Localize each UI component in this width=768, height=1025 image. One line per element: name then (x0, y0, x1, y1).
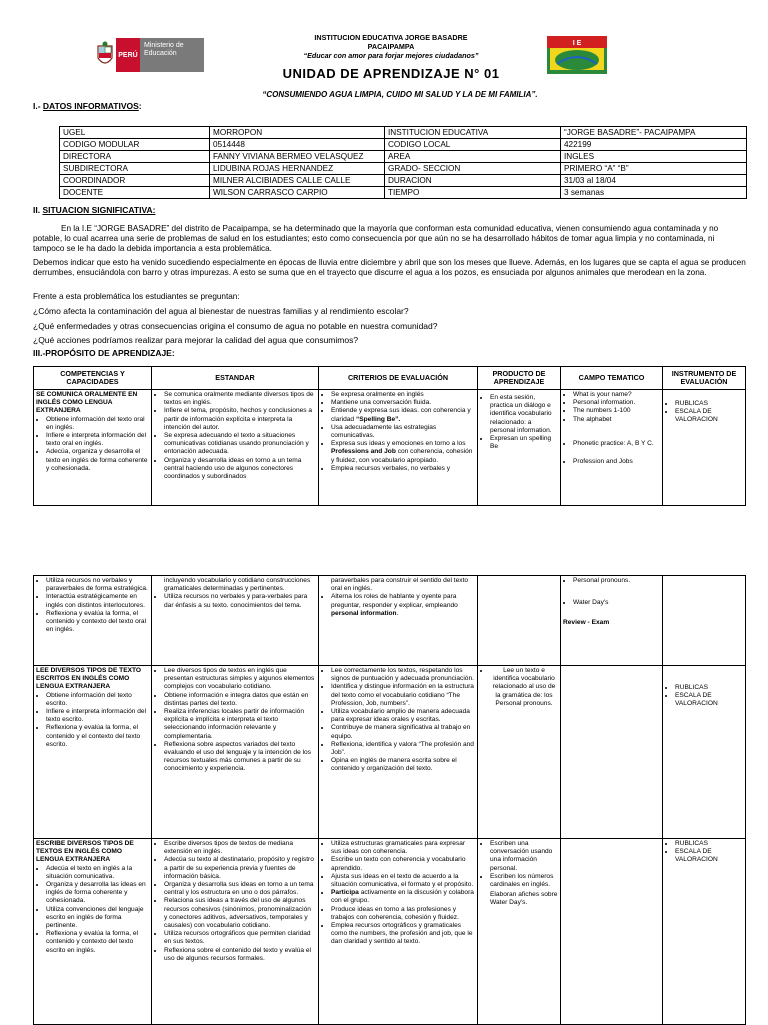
table-row (60, 187, 747, 199)
info-value: MILNER ALCIBIADES CALLE CALLE (210, 175, 385, 187)
info-value: “JORGE BASADRE”- PACAIPAMPA (561, 127, 747, 139)
instrument-list (665, 684, 743, 709)
list-item: • Reflexiona y evalúa la forma, el contenido y contexto del texto oral en inglés. (46, 610, 149, 635)
list-item: • Se expresa oralmente en inglés (331, 391, 475, 399)
info-value: 3 semanas (561, 187, 747, 199)
school-motto: “Educar con amor para forjar mejores ciudadanos” (303, 51, 479, 60)
instrument-list (665, 840, 743, 865)
list-item: • ESCALA DE VALORACION (675, 408, 743, 424)
list-item: • Utiliza vocabulario amplio de manera adecuada para expresar ideas orales y escritas. (331, 708, 475, 724)
header-instrumento: INSTRUMENTO DE EVALUACIÓN (663, 367, 746, 390)
competency-cell (34, 390, 152, 506)
criteria-cell (319, 839, 478, 1025)
list-item: • Personal information. (573, 399, 660, 407)
list-item: • Infiere e interpreta información del texto escrito. (46, 708, 149, 724)
school-name: INSTITUCION EDUCATIVA JORGE BASADRE (314, 33, 468, 42)
list-item: • Escriben los números cardinales en inglés. (490, 873, 558, 889)
list-item: • Reflexiona sobre aspectos variados del texto evaluando el uso del lenguaje y la intención de los recursos textuales más comunes a partir de su conocimiento y experiencia. (164, 741, 316, 774)
table-row (60, 139, 747, 151)
list-item: • Reflexiona y evalúa la forma, el contenido y el contexto del texto escrito. (46, 724, 149, 749)
competency-cell (34, 576, 152, 666)
table-row (60, 175, 747, 187)
info-label: DOCENTE (60, 187, 210, 199)
criteria-cell (319, 390, 478, 506)
list-item: • Interactúa estratégicamente en inglés con distintos interlocutores. (46, 593, 149, 609)
list-item: • Phonetic practice: A, B Y C. (573, 440, 660, 448)
list-item: • Escriben una conversación usando una información personal. (490, 840, 558, 873)
list-item: • Expresa sus ideas y emociones en torno a los Professions and Job con coherencia, cohesión y fluidez, con vocabulario apropiado. (331, 440, 475, 465)
list-item: • ESCALA DE VALORACION (675, 848, 743, 864)
list-item: • Adecúa el texto en inglés a la situación comunicativa. (46, 865, 149, 881)
info-label: DURACION (385, 175, 561, 187)
criteria-list (321, 593, 475, 618)
list-item: • Participa activamente en la discusión y colabora con el grupo. (331, 889, 475, 905)
standard-list (154, 840, 316, 963)
list-item: • RUBLICAS (675, 840, 743, 848)
section-situacion: II. SITUACION SIGNIFICATIVA: (33, 205, 156, 215)
competency-cell (34, 839, 152, 1025)
list-item: • Relaciona sus ideas a través del uso de algunos recursos cohesivos (sinónimos, pronominalización y conectores aditivos, adversativos, temporales y causales) con vocabulario cotidiano. (164, 897, 316, 930)
table-row (34, 666, 746, 839)
topic-list-phonetic (563, 440, 660, 448)
info-value: 422199 (561, 139, 747, 151)
list-item: • Usa adecuadamente las estrategias comunicativas. (331, 424, 475, 440)
capacity-list (36, 577, 149, 634)
flag-letters: I E (572, 40, 582, 47)
product-list (480, 394, 558, 451)
list-item: • Obtiene información del texto oral en inglés. (46, 416, 149, 432)
instrument-cell (663, 839, 746, 1025)
school-location: PACAIPAMPA (367, 42, 415, 51)
topic-list (563, 577, 660, 607)
list-item: • Utiliza recursos no verbales y para-verbales para dar énfasis a su texto. conocimientos del tema. (164, 593, 316, 609)
criteria-continued: paraverbales para construir el sentido del texto oral en inglés. (331, 577, 469, 593)
instrument-cell (663, 576, 746, 666)
topic-list (563, 391, 660, 424)
table-row (34, 576, 746, 666)
list-item: • Obtiene información e integra datos que están en distintas partes del texto. (164, 692, 316, 708)
coat-of-arms-icon (96, 40, 114, 70)
instrument-list (665, 400, 743, 425)
list-item: • Escribe diversos tipos de textos de mediana extensión en inglés. (164, 840, 316, 856)
review-exam-label: Review - Exam (563, 619, 610, 627)
situation-paragraph-2: Debemos indicar que esto ha venido sucediendo especialmente en épocas de lluvia entre diciembre y abril que son los meses que llueve. Además, en los lugares que se capta el agua se producen derrumbes, ensuciándola con barro y otras impurezas. A esto se suma que en el trayecto que discurre el agua a los pozos, es ensuciada por algunos animales que merodean en la zona. (33, 258, 746, 277)
list-item: • Infiere el tema, propósito, hechos y conclusiones a partir de información explícita e interpreta la intención del autor. (164, 407, 316, 432)
list-item: • Adecúa, organiza y desarrolla el texto en inglés de forma coherente y cohesionada. (46, 448, 149, 473)
info-value: LIDUBINA ROJAS HERNANDEZ (210, 163, 385, 175)
info-label: COORDINADOR (60, 175, 210, 187)
header-producto: PRODUCTO DE APRENDIZAJE (478, 367, 561, 390)
list-item: • Reflexiona, identifica y valora “The profesión and Job”. (331, 741, 475, 757)
list-item: • RUBLICAS (675, 684, 743, 692)
header-campo: CAMPO TEMATICO (561, 367, 663, 390)
list-item: • Profession and Jobs (573, 458, 660, 466)
header-estandar: ESTANDAR (152, 367, 319, 390)
list-item: • Emplea recursos verbales, no verbales y (331, 465, 475, 473)
section-proposito: III.-PROPÓSITO DE APRENDIZAJE: (33, 348, 175, 358)
topic-cell (561, 576, 663, 666)
topic-cell (561, 666, 663, 839)
info-value: 31/03 al 18/04 (561, 175, 747, 187)
list-item: • En esta sesión, practica un diálogo e identifica vocabulario relacionado: a personal information. (490, 394, 558, 435)
standard-continued: incluyendo vocabulario y cotidiano construcciones gramaticales determinadas y pertinentes. (164, 577, 311, 593)
header-criterios: CRITERIOS DE EVALUACIÓN (319, 367, 478, 390)
list-item: • ESCALA DE VALORACION (675, 692, 743, 708)
unit-subtitle: “CONSUMIENDO AGUA LIMPIA, CUIDO MI SALUD Y LA DE MI FAMILIA”. (262, 90, 538, 99)
standard-list (154, 593, 316, 609)
list-item: • Identifica y distingue información en la estructura del texto como el vocabulario cotidiano “The Profession, Job, numbers”. (331, 683, 475, 708)
list-item: • The numbers 1-100 (573, 407, 660, 415)
product-cell (478, 666, 561, 839)
info-label: SUBDIRECTORA (60, 163, 210, 175)
list-item: • Organiza y desarrolla las ideas en inglés de forma coherente y cohesionada. (46, 881, 149, 906)
topic-cell (561, 390, 663, 506)
school-flag-icon (547, 36, 607, 74)
list-item: • Lee diversos tipos de textos en inglés que presentan estructuras simples y algunos elementos complejos con vocabulario cotidiano. (164, 667, 316, 692)
ministry-logo (96, 38, 206, 72)
list-item: • Utiliza recursos no verbales y paraverbales de forma estratégica. (46, 577, 149, 593)
list-item: • Personal pronouns. (573, 577, 660, 585)
info-label: TIEMPO (385, 187, 561, 199)
peru-label: PERÚ (116, 38, 140, 72)
product-cell (478, 390, 561, 506)
info-label: DIRECTORA (60, 151, 210, 163)
product-cell (478, 576, 561, 666)
info-value: MORROPON (210, 127, 385, 139)
product-extra: Elaboran afiches sobre Water Day's. (490, 891, 558, 907)
info-label: INSTITUCION EDUCATIVA (385, 127, 561, 139)
list-item: • Organiza y desarrolla ideas en torno a un tema central haciendo uso de algunos conectores coordinados y subordinados (164, 457, 316, 482)
standard-cell (152, 576, 319, 666)
info-label: CODIGO MODULAR (60, 139, 210, 151)
header-competencias: COMPETENCIAS Y CAPACIDADES (34, 367, 152, 390)
situation-paragraph-1: En la I.E “JORGE BASADRE” del distrito de Pacaipampa, se ha determinado que la mayoría que conforman esta comunidad educativa, vienen consumiendo agua contaminada y no potable, lo cual acarrea una serie de problemas de salud en los estudiantes; esto como consecuencia por que aún no se ha desarrollado hábitos de tomar agua limpia y no contaminada, ni tampoco se le ha dado la debida importancia a esta problemática. (33, 224, 719, 253)
ministry-label: Ministerio de Educación (140, 38, 204, 72)
list-item: • Opina en inglés de manera escrita sobre el contenido y organización del texto. (331, 757, 475, 773)
info-label: GRADO- SECCION (385, 163, 561, 175)
topic-list-profession (563, 458, 660, 466)
list-item: • Organiza y desarrolla sus ideas en torno a un tema central y los estructura en uno o dos párrafos. (164, 881, 316, 897)
capacity-list (36, 865, 149, 955)
list-item: • Mantiene una conversación fluida. (331, 399, 475, 407)
list-item: • Infiere e interpreta información del texto oral en inglés. (46, 432, 149, 448)
topic-cell (561, 839, 663, 1025)
standard-cell (152, 839, 319, 1025)
list-item: • Contribuye de manera significativa al trabajo en equipo. (331, 724, 475, 740)
list-item: • Realiza inferencias locales partir de información explícita e implícita e interpreta el texto seleccionando información relevante y complementaria. (164, 708, 316, 741)
competency-title: LEE DIVERSOS TIPOS DE TEXTO ESCRITOS EN INGLÉS COMO LENGUA EXTRANJERA (36, 667, 142, 691)
list-item: • Water Day's (573, 599, 660, 607)
table-row (60, 163, 747, 175)
product-list (480, 840, 558, 889)
standard-list (154, 391, 316, 481)
question-3: ¿Qué acciones podríamos realizar para mejorar la calidad del agua que consumimos? (33, 335, 359, 345)
list-item: • Emplea recursos ortográficos y gramaticales como the numbers, the profesión and job, que le dan claridad y sentido al texto. (331, 922, 475, 947)
standard-cell (152, 390, 319, 506)
table-row (34, 390, 746, 506)
info-value: 0514448 (210, 139, 385, 151)
list-item: • Se expresa adecuando el texto a situaciones comunicativas cotidianas usando pronunciación y entonación adecuada. (164, 432, 316, 457)
competency-title: SE COMUNICA ORALMENTE EN INGLÉS COMO LENGUA EXTRANJERA (36, 391, 138, 415)
info-value: INGLES (561, 151, 747, 163)
table-header-row (34, 367, 746, 390)
info-label: UGEL (60, 127, 210, 139)
school-header (260, 33, 522, 60)
list-item: • Produce ideas en torno a las profesiones y trabajos con coherencia, cohesión y fluidez. (331, 906, 475, 922)
learning-purpose-table-continued (33, 575, 746, 1025)
standard-list (154, 667, 316, 774)
list-item: • Reflexiona y evalúa la forma, el contenido y contexto del texto escrito en inglés. (46, 930, 149, 955)
info-label: AREA (385, 151, 561, 163)
info-value: WILSON CARRASCO CARPIO (210, 187, 385, 199)
info-table (59, 126, 747, 199)
criteria-list (321, 391, 475, 473)
table-row (60, 151, 747, 163)
competency-cell (34, 666, 152, 839)
instrument-cell (663, 666, 746, 839)
list-item: • Se comunica oralmente mediante diversos tipos de textos en inglés. (164, 391, 316, 407)
table-row (60, 127, 747, 139)
product-cell (478, 839, 561, 1025)
list-item: • Lee correctamente los textos, respetando los signos de puntuación y adecuada pronunciación. (331, 667, 475, 683)
table-row (34, 839, 746, 1025)
list-item: • RUBLICAS (675, 400, 743, 408)
criteria-list (321, 667, 475, 774)
product-list (480, 667, 558, 708)
unit-title: UNIDAD DE APRENDIZAJE N° 01 (282, 66, 500, 81)
instrument-cell (663, 390, 746, 506)
criteria-cell (319, 576, 478, 666)
list-item: • Escribe un texto con coherencia y vocabulario aprendido. (331, 856, 475, 872)
question-1: ¿Cómo afecta la contaminación del agua al bienestar de nuestras familias y al rendimiento escolar? (33, 306, 409, 316)
list-item: • Adecúa su texto al destinatario, propósito y registro a partir de su experiencia previa y fuentes de información básica. (164, 856, 316, 881)
info-value: FANNY VIVIANA BERMEO VELASQUEZ (210, 151, 385, 163)
list-item: • Expresan un spelling Be (490, 435, 558, 451)
list-item: • Lee un texto e identifica vocabulario relacionado al uso de la gramática de: los Personal pronouns. (490, 667, 558, 708)
question-2: ¿Qué enfermedades y otras consecuencias origina el consumo de agua no potable en nuestra comunidad? (33, 321, 438, 331)
questions-intro: Frente a esta problemática los estudiantes se preguntan: (33, 292, 240, 301)
learning-purpose-table (33, 366, 746, 506)
list-item: • Reflexiona sobre el contenido del texto y evalúa el uso de algunos recursos formales. (164, 947, 316, 963)
section-datos-informativos: I.- DATOS INFORMATIVOS: (33, 101, 142, 111)
list-item: • Utiliza convenciones del lenguaje escrito en inglés de forma pertinente. (46, 906, 149, 931)
list-item: • Utiliza estructuras gramaticales para expresar sus ideas con coherencia. (331, 840, 475, 856)
info-label: CODIGO LOCAL (385, 139, 561, 151)
list-item: • The alphabet (573, 416, 660, 424)
competency-title: ESCRIBE DIVERSOS TIPOS DE TEXTOS EN INGLÉS COMO LENGUA EXTRANJERA (36, 840, 134, 864)
capacity-list (36, 416, 149, 473)
list-item: • Alterna los roles de hablante y oyente para preguntar, responder y explicar, empleando personal information. (331, 593, 475, 618)
standard-cell (152, 666, 319, 839)
list-item: • Utiliza recursos ortográficos que permiten claridad en sus textos. (164, 930, 316, 946)
info-value: PRIMERO “A” “B” (561, 163, 747, 175)
list-item: • What is your name? (573, 391, 660, 399)
criteria-list (321, 840, 475, 947)
list-item: • Ajusta sus ideas en el texto de acuerdo a la situación comunicativa, el formato y el propósito. (331, 873, 475, 889)
capacity-list (36, 692, 149, 749)
list-item: • Obtiene información del texto escrito. (46, 692, 149, 708)
list-item: • Entiende y expresa sus ideas. con coherencia y claridad “Spelling Be”. (331, 407, 475, 423)
criteria-cell (319, 666, 478, 839)
